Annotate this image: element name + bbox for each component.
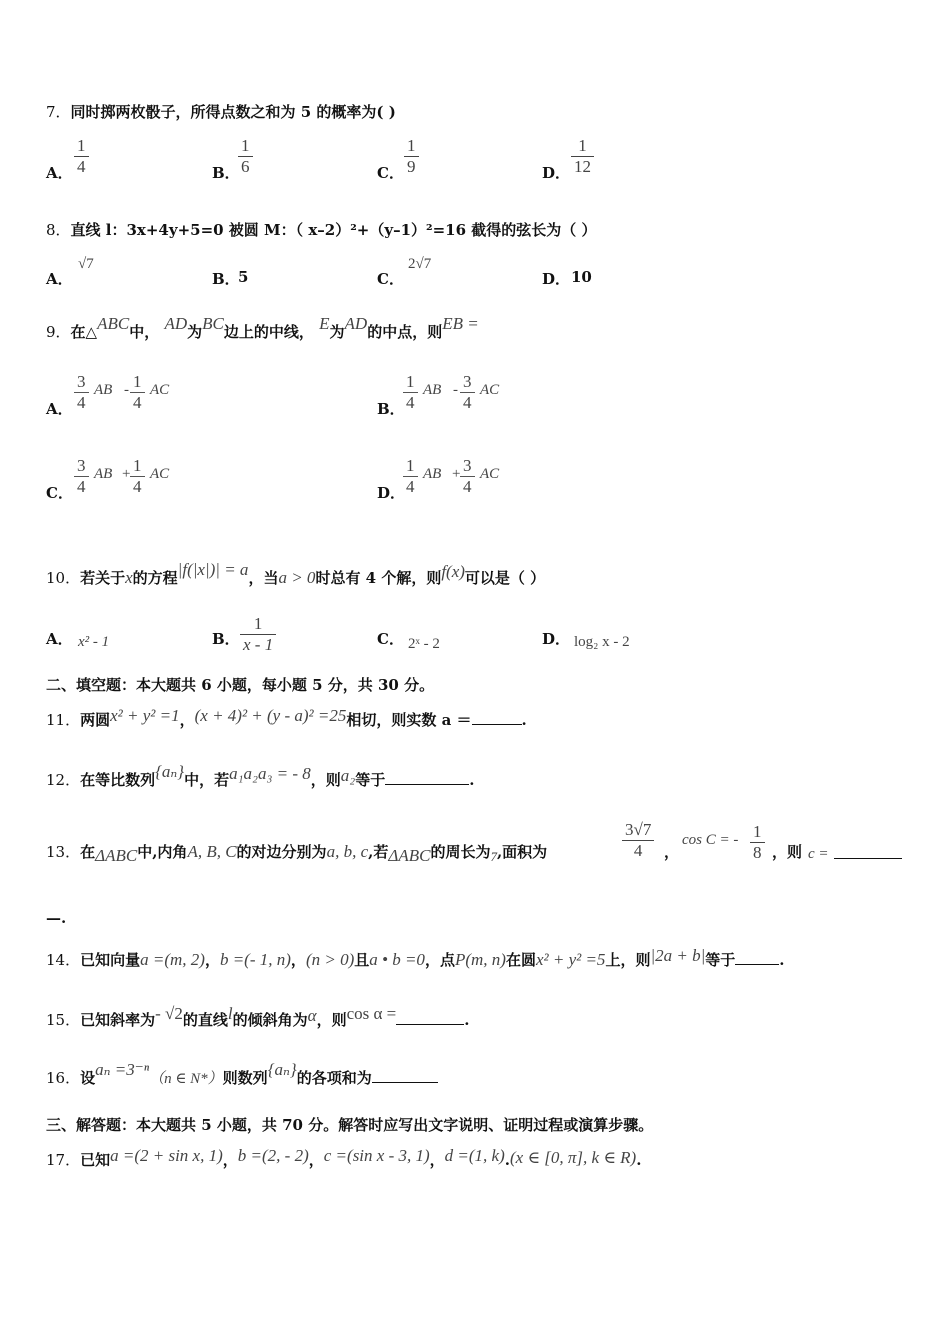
q17 [46,1146,642,1170]
q17-dot: . [504,1151,510,1169]
q8-option-a-label[interactable]: A． [46,270,73,288]
q11-text-2: 相切，则实数 a ＝ [346,711,472,729]
q8-stem [46,220,596,240]
q14-abs-value: |2a + b| [650,946,706,965]
q15-text-3: 的倾斜角为 [232,1011,308,1029]
q9-a-vec2: AC [150,382,170,398]
q17-sep-1: ， [222,1151,238,1169]
q7-text: 同时掷两枚骰子，所得点数之和为 5 的概率为( ) [70,103,396,121]
q9-c-coef2: $\frac{1}{4}$ [130,456,145,497]
q8-option-c-label[interactable]: C． [377,270,404,288]
q8-option-d-value: 10 [571,268,592,286]
q10-option-d-value: log₂ x - 2 [574,634,630,650]
q9-text-5: 为 [329,323,345,341]
q11-circle-1: x² + y² =1 [110,706,180,725]
q13-triangle-2: ΔABC [388,846,431,865]
q15-alpha: α [307,1006,317,1025]
q15 [46,1004,470,1030]
q12-number: 12． [46,771,81,789]
q8-option-b-value: 5 [238,268,249,286]
q14-point: P(m, n) [454,950,506,969]
q9-option-d-label[interactable]: D． [377,484,406,502]
q15-line-l: l [227,1004,233,1023]
q9-text-2: 中， [129,323,160,341]
q13-triangle: ΔABC [95,846,138,865]
q14-text-2: 且 [354,951,370,969]
q14-sep-1: ， [204,951,220,969]
q15-cos-alpha: cos α = [346,1004,397,1023]
q17-end: . [636,1151,642,1169]
q12-text-4: 等于 [355,771,386,789]
q15-text-4: ，则 [316,1011,347,1029]
q10-option-a-value: x² - 1 [78,634,110,650]
q14-dot-product: a • b =0 [369,950,425,969]
q13-c-var: c = [808,846,829,862]
q9-a-op: - [124,382,129,398]
q9-a-coef1: $\frac{3}{4}$ [74,372,89,413]
q10-text-2: 的方程 [132,569,178,587]
q13-perimeter: 7 [490,849,497,864]
q14-end: . [779,951,785,969]
q9-d-vec2: AC [480,466,500,482]
q8-option-a-value: √7 [78,256,94,272]
q9-b-vec2: AC [480,382,500,398]
q15-end: . [464,1011,470,1029]
q17-vector-d: d =(1, k) [444,1146,505,1165]
q17-sep-3: ， [429,1151,445,1169]
q9-text-6: 的中点，则 [367,323,443,341]
q10-text-3: ，当 [248,569,279,587]
q9-c-vec1: AB [94,466,113,482]
q13-text-6: ,面积为 [496,843,548,861]
q9-text-1: 在△ [70,323,98,341]
q9-triangle: ABC [97,314,130,333]
q10-x: x [125,568,133,587]
q16-sequence: {aₙ} [267,1060,297,1079]
q14-condition: (n > 0) [305,950,355,969]
q7-stem [46,102,396,122]
q12-condition: a₁a₂a₃ = - 8 [229,764,311,783]
q7-number: 7． [46,103,71,121]
q14-text-3: ，点 [424,951,455,969]
q9-option-b-label[interactable]: B． [377,400,405,418]
q7-option-d-label[interactable]: D． [542,164,571,182]
q10-option-c-value: 2ˣ - 2 [408,636,440,652]
section-3-heading: 三、解答题：本大题共 5 小题，共 70 分。解答时应写出文字说明、证明过程或演算步骤。 [46,1116,654,1134]
q7-option-b-label[interactable]: B． [212,164,240,182]
q9-d-op: + [452,466,461,482]
q11-comma: ， [179,711,195,729]
q13-tail: —. [46,909,67,927]
q9-c-coef1: $\frac{3}{4}$ [74,456,89,497]
q13-angles: A, B, C [187,842,237,861]
q9-b-coef1: $\frac{1}{4}$ [403,372,418,413]
q13 [46,842,547,863]
q9-b-op: - [453,382,458,398]
q17-vector-c: c =(sin x - 3, 1) [323,1146,430,1165]
q11 [46,706,527,730]
q16-number: 16． [46,1069,81,1087]
section-2-heading: 二、填空题：本大题共 6 小题，每小题 5 分，共 30 分。 [46,676,435,694]
q16 [46,1060,438,1089]
q14 [46,946,785,970]
q14-vector-b: b =(- 1, n) [219,950,291,969]
q7-option-b-fraction: $\frac{1}{6}$ [238,136,253,177]
q13-text-4: ,若 [368,843,389,861]
q17-vector-b: b =(2, - 2) [237,1146,309,1165]
q11-text-1: 两圆 [80,711,111,729]
q9-text-4: 边上的中线， [223,323,314,341]
q10-fx: f(x) [441,562,465,581]
q10-option-b-label[interactable]: B． [212,630,240,648]
q16-general-term: aₙ =3⁻ⁿ [95,1060,150,1079]
q9-number: 9． [46,323,71,341]
q14-text-5: 上，则 [605,951,651,969]
q14-answer-blank[interactable] [735,964,779,965]
q11-end: . [521,711,527,729]
q13-answer-blank[interactable] [834,840,902,859]
q11-circle-2: (x + 4)² + (y - a)² =25 [194,706,347,725]
q10-option-b-fraction: $\frac{1}{x - 1}$ [240,614,276,655]
q14-number: 14． [46,951,81,969]
q13-text-7: ，则 [772,843,803,861]
q10-option-d-label[interactable]: D． [542,630,571,648]
q7-option-c-label[interactable]: C． [377,164,404,182]
q17-sep-2: ， [308,1151,324,1169]
q12 [46,762,475,790]
q15-number: 15． [46,1011,81,1029]
q9-b-coef2: $\frac{3}{4}$ [460,372,475,413]
q9-a-vec1: AB [94,382,113,398]
q14-text-6: 等于 [705,951,736,969]
q17-vector-a: a =(2 + sin x, 1) [110,1146,223,1165]
q8-option-d-label[interactable]: D． [542,270,571,288]
q17-number: 17． [46,1151,81,1169]
q14-text-4: 在圆 [505,951,536,969]
q7-option-a-fraction: $\frac{1}{4}$ [74,136,89,177]
q14-vector-a: a =(m, 2) [140,950,205,969]
q10-equation: |f(|x|)| = a [177,560,249,579]
q12-text-3: ，则 [310,771,341,789]
q9-e: E [319,314,330,333]
q10-option-c-label[interactable]: C． [377,630,404,648]
q9-ad: AD [164,314,188,333]
q13-text-3: 的对边分别为 [236,843,327,861]
q9-c-op: + [122,466,131,482]
q13-cos-fraction: $\frac{1}{8}$ [750,822,765,863]
q10-text-5: 可以是（ ） [464,569,546,587]
q10-text-4: 时总有 4 个解，则 [315,569,442,587]
q14-circle: x² + y² =5 [535,950,606,969]
q13-text-2: 中,内角 [137,843,188,861]
q8-option-b-label[interactable]: B． [212,270,240,288]
q10-stem [46,560,546,588]
q9-d-coef1: $\frac{1}{4}$ [403,456,418,497]
q12-variable: a₂ [340,766,356,785]
q13-number: 13． [46,843,81,861]
q9-option-c-label[interactable]: C． [46,484,73,502]
q13-comma: ， [664,843,680,861]
q13-text-1: 在 [80,843,96,861]
q9-bc: BC [202,314,224,333]
q15-slope: - √2 [155,1004,183,1023]
q16-text-2: 则数列 [222,1069,268,1087]
q16-condition: （n ∈ N*） [149,1071,223,1087]
q13-area-fraction: $\frac{3√7}{4}$ [622,820,654,861]
q11-answer-blank[interactable] [472,724,522,725]
q9-stem [46,314,479,342]
q8-option-c-value: 2√7 [408,256,432,272]
q11-number: 11． [46,711,81,729]
q8-number: 8． [46,221,71,239]
q10-text-1: 若关于 [80,569,126,587]
q9-text-3: 为 [187,323,203,341]
q10-number: 10． [46,569,81,587]
q13-sides: a, b, c [326,842,369,861]
q7-option-c-fraction: $\frac{1}{9}$ [404,136,419,177]
q16-text-3: 的各项和为 [296,1069,372,1087]
q9-a-coef2: $\frac{1}{4}$ [130,372,145,413]
q9-c-vec2: AC [150,466,170,482]
q12-text-2: 中，若 [184,771,230,789]
q12-answer-blank[interactable] [385,784,469,785]
q9-option-a-label[interactable]: A． [46,400,73,418]
q16-answer-blank[interactable] [372,1082,438,1083]
q14-sep-2: ， [290,951,306,969]
q9-d-vec1: AB [423,466,442,482]
q7-option-d-fraction: $\frac{1}{12}$ [571,136,594,177]
q9-eb: EB = [442,314,479,333]
q12-end: . [469,771,475,789]
q10-option-a-label[interactable]: A． [46,630,73,648]
q10-condition: a > 0 [278,568,316,587]
q12-sequence: {aₙ} [155,762,185,781]
q9-d-coef2: $\frac{3}{4}$ [460,456,475,497]
q9-ad-2: AD [344,314,368,333]
q8-text: 直线 l：3x+4y+5=0 被圆 M：（ x–2）²+（y–1）²=16 截得的弦长为（ ） [70,221,597,239]
q13-text-5: 的周长为 [430,843,491,861]
q15-text-2: 的直线 [182,1011,228,1029]
q13-cos-c: cos C = - [682,832,739,848]
q16-text-1: 设 [80,1069,96,1087]
q9-b-vec1: AB [423,382,442,398]
q17-text-1: 已知 [80,1151,111,1169]
q15-answer-blank[interactable] [396,1024,464,1025]
q17-condition: (x ∈ [0, π], k ∈ R) [510,1148,637,1167]
q15-text-1: 已知斜率为 [80,1011,156,1029]
q12-text-1: 在等比数列 [80,771,156,789]
q14-text-1: 已知向量 [80,951,141,969]
q7-option-a-label[interactable]: A． [46,164,73,182]
